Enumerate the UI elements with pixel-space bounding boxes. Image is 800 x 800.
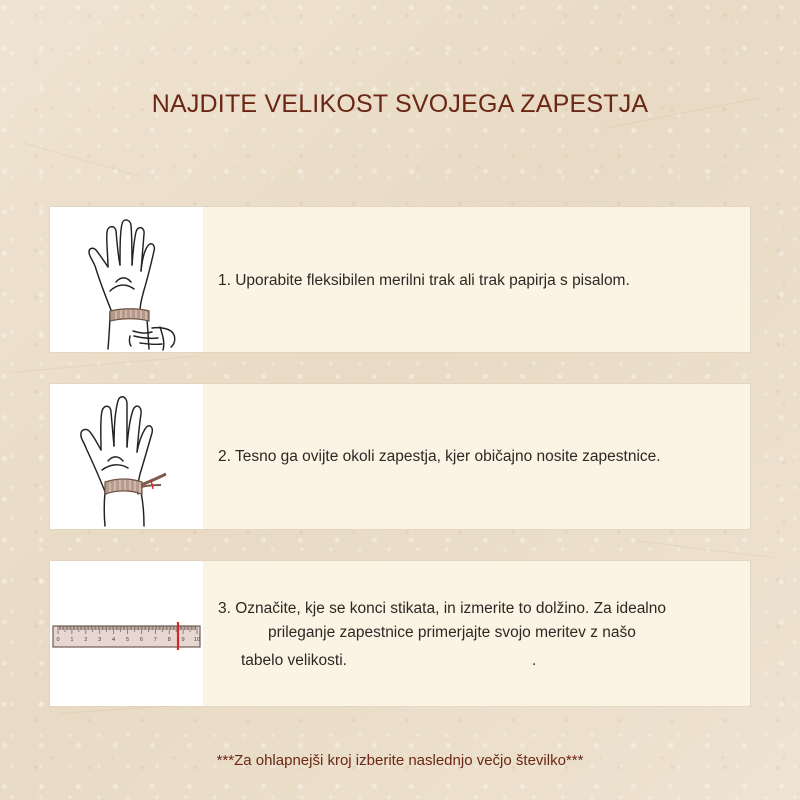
- ruler-number: 1: [70, 637, 74, 643]
- background-texture: [10, 355, 199, 373]
- step-card-3: [50, 561, 750, 706]
- ruler-number: 6: [139, 637, 143, 643]
- size-chart-text: tabelo velikosti.: [241, 652, 347, 669]
- step-3-line-1: 3. Označite, kje se konci stikata, in izmerite to dolžino. Za idealno: [218, 600, 666, 617]
- background-texture: [22, 142, 141, 177]
- ruler-number: 5: [125, 637, 130, 643]
- ruler-number: 4: [112, 637, 116, 643]
- step-card-2: [50, 384, 750, 529]
- background-texture: [634, 540, 773, 558]
- ruler-number: 10: [193, 637, 201, 643]
- ruler-number: 3: [98, 637, 102, 643]
- step-3-line-2: prileganje zapestnice primerjajte svojo meritev z našo: [268, 624, 636, 641]
- step-3-image-pane: [50, 561, 203, 706]
- loose-fit-note: ***Za ohlapnejši kroj izberite naslednjo večjo številko***: [216, 752, 584, 769]
- step-3-text: [218, 597, 733, 673]
- step-1-image-pane: [50, 207, 203, 352]
- ruler-icon: [50, 561, 203, 706]
- hand-wrapped-tape-icon: [50, 384, 203, 529]
- step-2-text: 2. Tesno ga ovijte okoli zapestja, kjer običajno nosite zapestnice.: [218, 447, 661, 465]
- step-3-line-3: [218, 649, 733, 673]
- ruler-number: 8: [167, 637, 171, 643]
- step-1-text: 1. Uporabite fleksibilen merilni trak ali trak papirja s pisalom.: [218, 271, 630, 289]
- step-card-1: [50, 207, 750, 352]
- ruler-number: 7: [153, 637, 157, 643]
- step-2-image-pane: [50, 384, 203, 529]
- hand-measuring-wrist-icon: [50, 207, 203, 352]
- ruler-number: 2: [84, 637, 88, 643]
- ruler-number: 0: [56, 637, 60, 643]
- page-title: NAJDITE VELIKOST SVOJEGA ZAPESTJA: [151, 89, 649, 118]
- ruler-number: 9: [181, 637, 185, 643]
- step-3-period: .: [531, 652, 537, 669]
